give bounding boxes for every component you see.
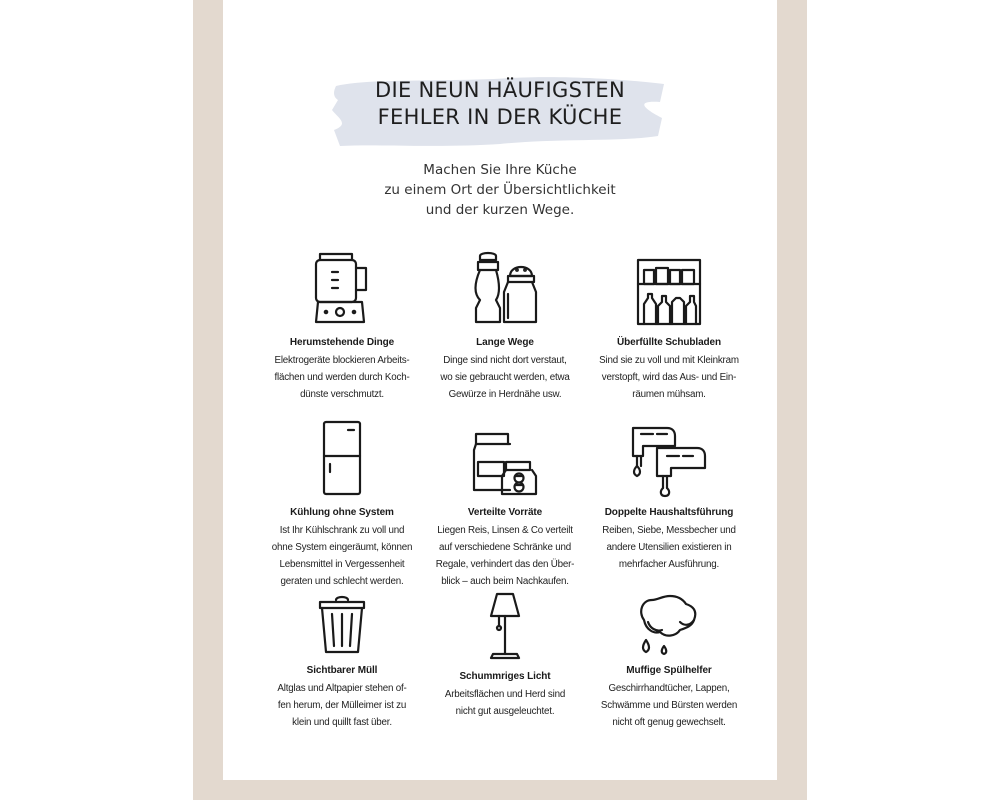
tip-line: Elektrogeräte blockieren Arbeits- bbox=[274, 355, 410, 366]
tip-item-trash bbox=[247, 592, 437, 731]
tip-item-supplies bbox=[410, 418, 600, 590]
subtitle-line-2: zu einem Ort der Übersichtlichkeit bbox=[384, 182, 616, 198]
tip-description bbox=[574, 522, 764, 573]
tip-description bbox=[410, 522, 600, 590]
tip-line: Sind sie zu voll und mit Kleinkram bbox=[599, 355, 739, 366]
tip-item-duplicates bbox=[574, 418, 764, 573]
tip-title: Lange Wege bbox=[476, 337, 534, 348]
tip-item-long-ways bbox=[410, 248, 600, 403]
subtitle-line-1: Machen Sie Ihre Küche bbox=[423, 162, 577, 178]
sponge-icon bbox=[636, 592, 702, 656]
kitchen-machine-icon bbox=[310, 248, 374, 328]
page-subtitle bbox=[300, 160, 700, 220]
tip-line: Geschirrhandtücher, Lappen, bbox=[608, 683, 730, 694]
trash-can-icon bbox=[314, 594, 370, 656]
tip-line: verstopft, wird das Aus- und Ein- bbox=[601, 372, 737, 383]
tip-line: nicht gut ausgeleuchtet. bbox=[455, 706, 555, 717]
tip-line: Lebensmittel in Vergessenheit bbox=[279, 559, 405, 570]
tip-line: Schwämme und Bürsten werden bbox=[600, 700, 738, 711]
tip-line: Gewürze in Herdnähe usw. bbox=[448, 389, 562, 400]
tip-description bbox=[247, 352, 437, 403]
tip-title: Sichtbarer Müll bbox=[306, 665, 378, 676]
tip-title: Herumstehende Dinge bbox=[289, 337, 395, 348]
tip-item-cooling bbox=[247, 418, 437, 590]
tip-line: nicht oft genug gewechselt. bbox=[612, 717, 726, 728]
fridge-icon bbox=[320, 418, 364, 498]
tip-description bbox=[574, 680, 764, 731]
title-line-1: DIE NEUN HÄUFIGSTEN bbox=[375, 78, 625, 102]
tip-title: Doppelte Haushaltsführung bbox=[604, 507, 734, 518]
tip-line: ohne System eingeräumt, können bbox=[271, 542, 413, 553]
tip-line: Arbeitsflächen und Herd sind bbox=[444, 689, 566, 700]
jars-icon bbox=[470, 426, 540, 498]
tip-description bbox=[410, 352, 600, 403]
tip-line: klein und quillt fast über. bbox=[292, 717, 392, 728]
tip-item-sponges bbox=[574, 592, 764, 731]
tip-line: Altglas und Altpapier stehen of- bbox=[277, 683, 407, 694]
tip-description bbox=[247, 522, 437, 590]
tip-description bbox=[247, 680, 437, 731]
tip-line: andere Utensilien existieren in bbox=[606, 542, 732, 553]
tip-description bbox=[574, 352, 764, 403]
tip-line: blick – auch beim Nachkaufen. bbox=[441, 576, 569, 587]
tip-line: Dinge sind nicht dort verstaut, bbox=[443, 355, 567, 366]
tip-line: Liegen Reis, Linsen & Co verteilt bbox=[437, 525, 573, 536]
lamp-icon bbox=[485, 590, 525, 662]
tip-line: flächen und werden durch Koch- bbox=[274, 372, 410, 383]
title-line-2: FEHLER IN DER KÜCHE bbox=[377, 105, 623, 129]
subtitle-line-3: und der kurzen Wege. bbox=[425, 202, 575, 218]
full-shelf-icon bbox=[634, 256, 704, 328]
tip-line: Ist Ihr Kühlschrank zu voll und bbox=[279, 525, 405, 536]
tip-line: Reiben, Siebe, Messbecher und bbox=[602, 525, 736, 536]
tip-line: wo sie gebraucht werden, etwa bbox=[440, 372, 570, 383]
salt-pepper-icon bbox=[470, 248, 540, 328]
tip-line: fen herum, der Mülleimer ist zu bbox=[277, 700, 407, 711]
tip-line: auf verschiedene Schränke und bbox=[439, 542, 571, 553]
tip-description bbox=[410, 686, 600, 720]
tip-line: räumen mühsam. bbox=[632, 389, 706, 400]
hand-mixer-icon bbox=[627, 422, 711, 498]
tip-line: mehrfacher Ausführung. bbox=[618, 559, 720, 570]
tip-line: Regale, verhindert das den Über- bbox=[435, 559, 575, 570]
tip-title: Überfüllte Schubladen bbox=[616, 337, 722, 348]
page-title bbox=[300, 77, 700, 131]
tip-item-clutter bbox=[247, 248, 437, 403]
tip-title: Muffige Spülhelfer bbox=[626, 665, 712, 676]
tip-item-light bbox=[410, 592, 600, 720]
tip-title: Kühlung ohne System bbox=[290, 507, 394, 518]
tip-line: geraten und schlecht werden. bbox=[280, 576, 404, 587]
tip-item-drawers bbox=[574, 248, 764, 403]
tip-title: Verteilte Vorräte bbox=[467, 507, 543, 518]
tip-title: Schummriges Licht bbox=[459, 671, 551, 682]
tip-line: dünste verschmutzt. bbox=[300, 389, 384, 400]
